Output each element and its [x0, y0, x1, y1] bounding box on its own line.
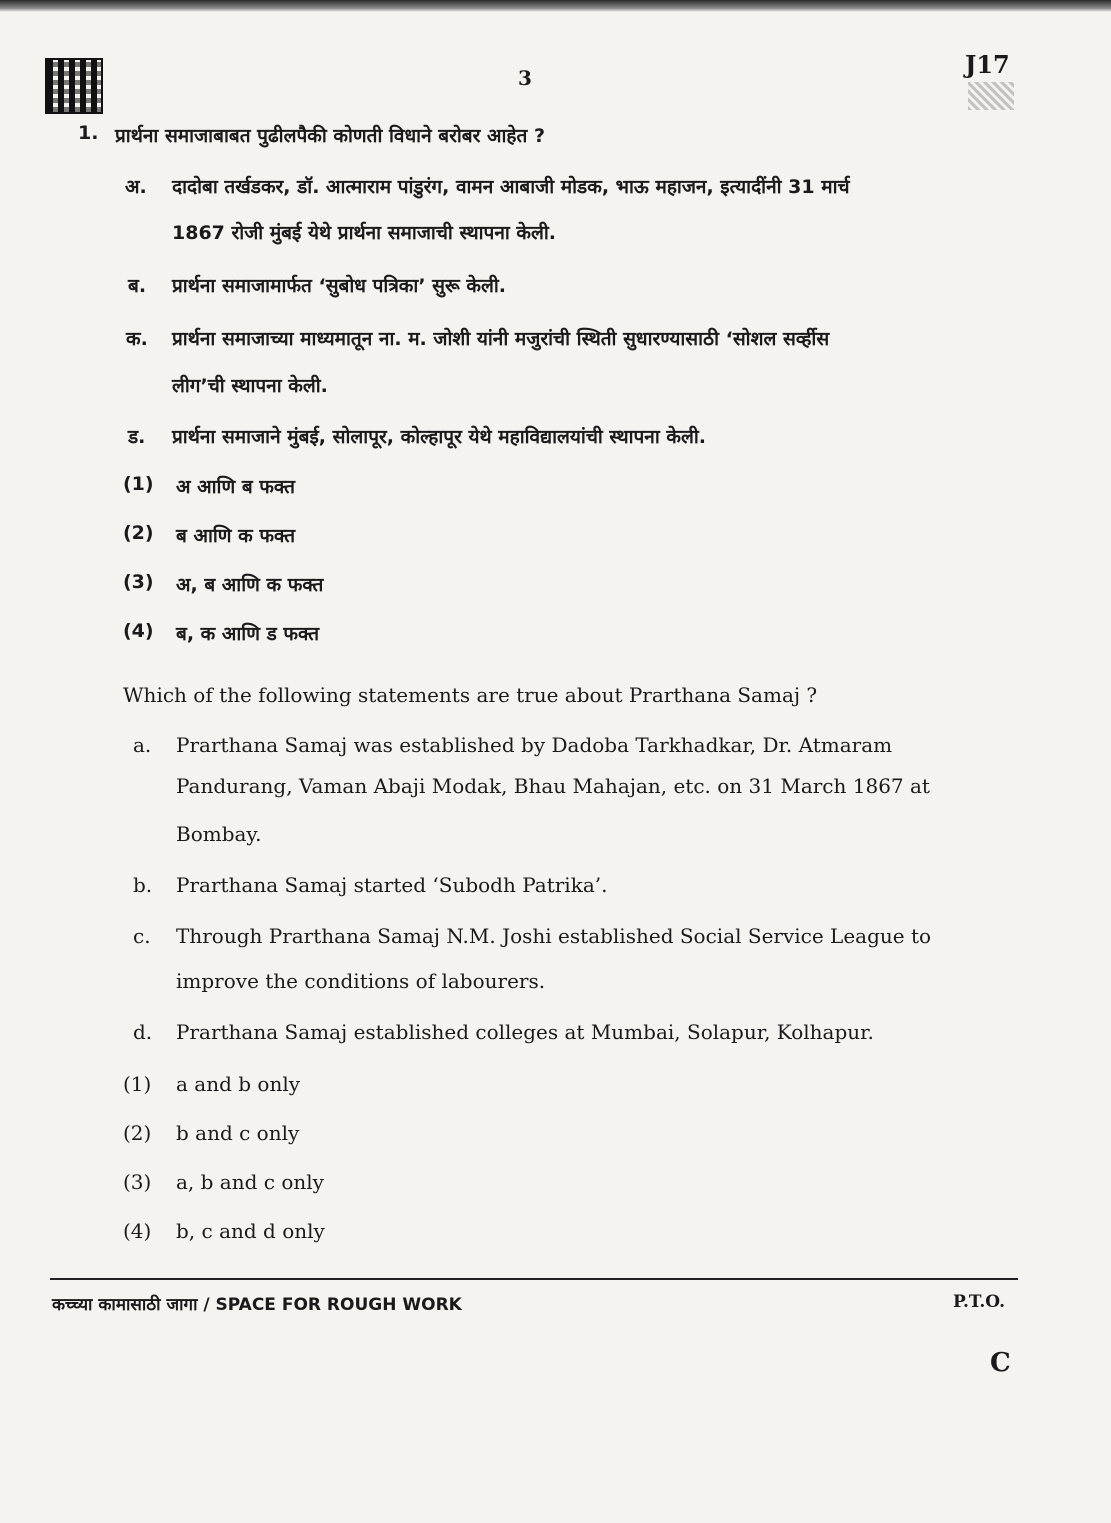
statement-line: प्रार्थना समाजाने मुंबई, सोलापूर, कोल्हापूर येथे महाविद्यालयांची स्थापना केली.: [172, 426, 706, 448]
option-text[interactable]: a and b only: [176, 1072, 301, 1096]
statement-label: ड.: [128, 426, 146, 448]
option-text[interactable]: ब, क आणि ड फक्त: [176, 623, 320, 645]
option-number: (4): [123, 1219, 152, 1243]
pto-label: P.T.O.: [953, 1292, 1005, 1312]
page-top-edge: [0, 0, 1111, 12]
statement-line: Prarthana Samaj was established by Dadoba Tarkhadkar, Dr. Atmaram: [176, 733, 893, 757]
statement-label: b.: [133, 873, 153, 897]
option-number: (2): [123, 522, 154, 544]
statement-label: d.: [133, 1020, 153, 1044]
statement-label: क.: [126, 328, 148, 350]
option-number: (1): [123, 473, 154, 495]
question-stem-english: Which of the following statements are true about Prarthana Samaj ?: [123, 683, 818, 707]
question-set-code: C: [990, 1348, 1011, 1378]
option-number: (1): [123, 1072, 152, 1096]
page-number: 3: [518, 66, 532, 90]
statement-line: दादोबा तर्खडकर, डॉ. आत्माराम पांडुरंग, वामन आबाजी मोडक, भाऊ महाजन, इत्यादींनी 31 मार्च: [172, 176, 850, 198]
option-number: (3): [123, 1170, 152, 1194]
qr-code-icon: [47, 60, 101, 112]
option-text[interactable]: b, c and d only: [176, 1219, 325, 1243]
option-text[interactable]: अ आणि ब फक्त: [176, 476, 295, 498]
rough-work-label: कच्च्या कामासाठी जागा / SPACE FOR ROUGH WORK: [52, 1295, 462, 1315]
footer-divider: [50, 1278, 1018, 1280]
statement-line: प्रार्थना समाजामार्फत ‘सुबोध पत्रिका’ सुरू केली.: [172, 275, 506, 297]
statement-line: प्रार्थना समाजाच्या माध्यमातून ना. म. जोशी यांनी मजुरांची स्थिती सुधारण्यासाठी ‘सोशल सर्व्हीस: [172, 328, 830, 350]
statement-line: 1867 रोजी मुंबई येथे प्रार्थना समाजाची स्थापना केली.: [172, 222, 557, 244]
option-text[interactable]: ब आणि क फक्त: [176, 525, 296, 547]
statement-label: c.: [133, 924, 151, 948]
option-text[interactable]: a, b and c only: [176, 1170, 324, 1194]
option-number: (2): [123, 1121, 152, 1145]
question-number: 1.: [78, 122, 99, 144]
question-stem-marathi: प्रार्थना समाजाबाबत पुढीलपैकी कोणती विधाने बरोबर आहेत ?: [115, 125, 545, 147]
statement-label: a.: [133, 733, 152, 757]
statement-label: अ.: [125, 176, 147, 198]
statement-line: Prarthana Samaj started ‘Subodh Patrika’.: [176, 873, 608, 897]
statement-label: ब.: [128, 275, 147, 297]
option-text[interactable]: अ, ब आणि क फक्त: [176, 574, 324, 596]
statement-line: improve the conditions of labourers.: [176, 969, 546, 993]
option-number: (4): [123, 620, 154, 642]
statement-line: लीग’ची स्थापना केली.: [172, 375, 328, 397]
statement-line: Bombay.: [176, 822, 262, 846]
statement-line: Through Prarthana Samaj N.M. Joshi established Social Service League to: [176, 924, 932, 948]
option-number: (3): [123, 571, 154, 593]
option-text[interactable]: b and c only: [176, 1121, 300, 1145]
small-barcode-icon: [968, 82, 1014, 110]
statement-line: Prarthana Samaj established colleges at Mumbai, Solapur, Kolhapur.: [176, 1020, 874, 1044]
statement-line: Pandurang, Vaman Abaji Modak, Bhau Mahajan, etc. on 31 March 1867 at: [176, 774, 930, 798]
paper-code: J17: [965, 50, 1010, 79]
